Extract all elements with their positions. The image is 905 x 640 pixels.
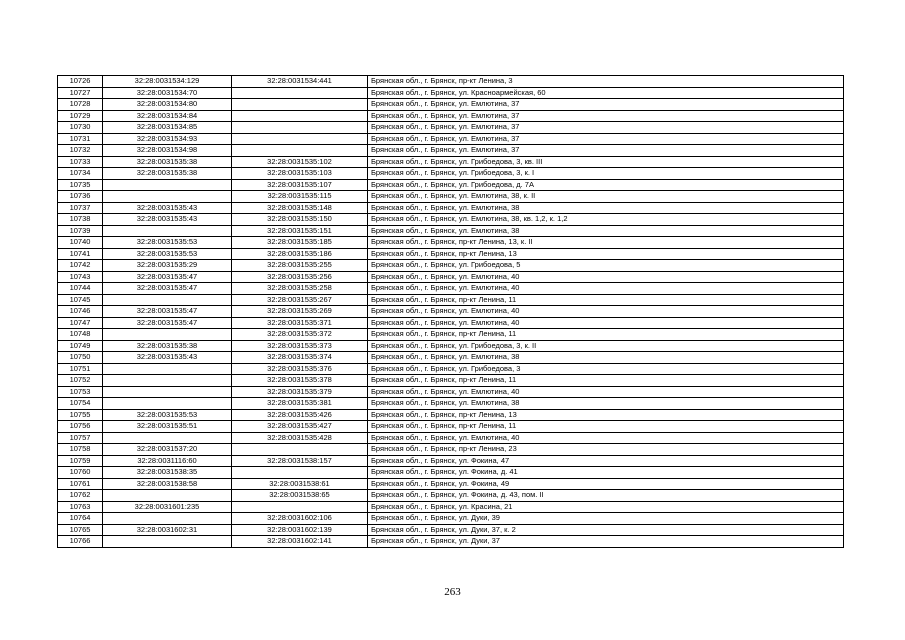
address-cell: Брянская обл., г. Брянск, ул. Грибоедова, 3, кв. III <box>368 156 844 168</box>
land-plot-number-cell <box>103 536 232 548</box>
building-number-cell <box>232 467 368 479</box>
row-number-cell: 10745 <box>58 294 103 306</box>
land-plot-number-cell <box>103 225 232 237</box>
land-plot-number-cell: 32:28:0031537:20 <box>103 444 232 456</box>
row-number-cell: 10744 <box>58 283 103 295</box>
building-number-cell: 32:28:0031538:61 <box>232 478 368 490</box>
address-cell: Брянская обл., г. Брянск, ул. Емлютина, 40 <box>368 386 844 398</box>
address-cell: Брянская обл., г. Брянск, ул. Емлютина, 37 <box>368 99 844 111</box>
land-plot-number-cell: 32:28:0031535:38 <box>103 340 232 352</box>
row-number-cell: 10758 <box>58 444 103 456</box>
address-cell: Брянская обл., г. Брянск, ул. Емлютина, 37 <box>368 122 844 134</box>
land-plot-number-cell: 32:28:0031601:235 <box>103 501 232 513</box>
address-cell: Брянская обл., г. Брянск, ул. Емлютина, 40 <box>368 306 844 318</box>
table-row <box>58 444 844 456</box>
address-cell: Брянская обл., г. Брянск, ул. Фокина, 49 <box>368 478 844 490</box>
building-number-cell: 32:28:0031535:103 <box>232 168 368 180</box>
building-number-cell <box>232 133 368 145</box>
row-number-cell: 10753 <box>58 386 103 398</box>
building-number-cell: 32:28:0031535:426 <box>232 409 368 421</box>
row-number-cell: 10734 <box>58 168 103 180</box>
land-plot-number-cell <box>103 294 232 306</box>
land-plot-number-cell <box>103 432 232 444</box>
land-plot-number-cell: 32:28:0031538:58 <box>103 478 232 490</box>
address-cell: Брянская обл., г. Брянск, ул. Грибоедова, 5 <box>368 260 844 272</box>
address-cell: Брянская обл., г. Брянск, ул. Емлютина, 37 <box>368 110 844 122</box>
building-number-cell: 32:28:0031602:139 <box>232 524 368 536</box>
building-number-cell: 32:28:0031534:441 <box>232 76 368 88</box>
building-number-cell: 32:28:0031535:185 <box>232 237 368 249</box>
address-cell: Брянская обл., г. Брянск, ул. Дуки, 37 <box>368 536 844 548</box>
table-row <box>58 191 844 203</box>
building-number-cell: 32:28:0031535:372 <box>232 329 368 341</box>
table-row <box>58 340 844 352</box>
table-row <box>58 455 844 467</box>
row-number-cell: 10766 <box>58 536 103 548</box>
row-number-cell: 10733 <box>58 156 103 168</box>
address-cell: Брянская обл., г. Брянск, ул. Емлютина, 38 <box>368 202 844 214</box>
building-number-cell: 32:28:0031535:258 <box>232 283 368 295</box>
row-number-cell: 10735 <box>58 179 103 191</box>
land-plot-number-cell: 32:28:0031534:80 <box>103 99 232 111</box>
building-number-cell: 32:28:0031535:102 <box>232 156 368 168</box>
row-number-cell: 10755 <box>58 409 103 421</box>
building-number-cell: 32:28:0031535:148 <box>232 202 368 214</box>
land-plot-number-cell: 32:28:0031535:43 <box>103 214 232 226</box>
address-cell: Брянская обл., г. Брянск, ул. Дуки, 39 <box>368 513 844 525</box>
address-cell: Брянская обл., г. Брянск, пр-кт Ленина, 11 <box>368 421 844 433</box>
address-cell: Брянская обл., г. Брянск, ул. Емлютина, 38 <box>368 225 844 237</box>
address-cell: Брянская обл., г. Брянск, ул. Грибоедова, 3, к. II <box>368 340 844 352</box>
table-row <box>58 271 844 283</box>
table-row <box>58 536 844 548</box>
address-cell: Брянская обл., г. Брянск, пр-кт Ленина, 11 <box>368 329 844 341</box>
address-cell: Брянская обл., г. Брянск, ул. Дуки, 37, к. 2 <box>368 524 844 536</box>
land-plot-number-cell <box>103 513 232 525</box>
address-cell: Брянская обл., г. Брянск, ул. Красина, 21 <box>368 501 844 513</box>
table-row <box>58 122 844 134</box>
row-number-cell: 10764 <box>58 513 103 525</box>
table-row <box>58 478 844 490</box>
land-plot-number-cell: 32:28:0031534:129 <box>103 76 232 88</box>
row-number-cell: 10762 <box>58 490 103 502</box>
address-cell: Брянская обл., г. Брянск, ул. Емлютина, 40 <box>368 283 844 295</box>
table-row <box>58 490 844 502</box>
building-number-cell: 32:28:0031535:374 <box>232 352 368 364</box>
table-row <box>58 294 844 306</box>
row-number-cell: 10729 <box>58 110 103 122</box>
address-cell: Брянская обл., г. Брянск, пр-кт Ленина, 11 <box>368 375 844 387</box>
table-row <box>58 110 844 122</box>
land-plot-number-cell: 32:28:0031535:47 <box>103 271 232 283</box>
address-cell: Брянская обл., г. Брянск, ул. Фокина, д. 41 <box>368 467 844 479</box>
land-plot-number-cell: 32:28:0031535:47 <box>103 283 232 295</box>
row-number-cell: 10726 <box>58 76 103 88</box>
table-row <box>58 214 844 226</box>
building-number-cell: 32:28:0031535:371 <box>232 317 368 329</box>
table-row <box>58 352 844 364</box>
table-row <box>58 202 844 214</box>
table-row <box>58 375 844 387</box>
table-row <box>58 225 844 237</box>
land-plot-number-cell: 32:28:0031534:85 <box>103 122 232 134</box>
building-number-cell: 32:28:0031535:151 <box>232 225 368 237</box>
building-number-cell: 32:28:0031535:267 <box>232 294 368 306</box>
table-row <box>58 432 844 444</box>
building-number-cell: 32:28:0031535:379 <box>232 386 368 398</box>
land-plot-number-cell <box>103 375 232 387</box>
address-cell: Брянская обл., г. Брянск, ул. Фокина, 47 <box>368 455 844 467</box>
address-cell: Брянская обл., г. Брянск, ул. Емлютина, 38, кв. 1,2, к. 1,2 <box>368 214 844 226</box>
building-number-cell: 32:28:0031535:381 <box>232 398 368 410</box>
land-plot-number-cell: 32:28:0031534:98 <box>103 145 232 157</box>
land-plot-number-cell: 32:28:0031538:35 <box>103 467 232 479</box>
row-number-cell: 10761 <box>58 478 103 490</box>
land-plot-number-cell: 32:28:0031535:38 <box>103 168 232 180</box>
land-plot-number-cell <box>103 179 232 191</box>
land-plot-number-cell: 32:28:0031535:29 <box>103 260 232 272</box>
building-number-cell: 32:28:0031535:107 <box>232 179 368 191</box>
building-number-cell: 32:28:0031535:269 <box>232 306 368 318</box>
address-cell: Брянская обл., г. Брянск, ул. Емлютина, 40 <box>368 432 844 444</box>
building-number-cell: 32:28:0031602:141 <box>232 536 368 548</box>
land-plot-number-cell: 32:28:0031535:43 <box>103 202 232 214</box>
row-number-cell: 10752 <box>58 375 103 387</box>
land-plot-number-cell: 32:28:0031535:53 <box>103 237 232 249</box>
row-number-cell: 10754 <box>58 398 103 410</box>
land-plot-number-cell: 32:28:0031535:47 <box>103 317 232 329</box>
land-plot-number-cell <box>103 386 232 398</box>
table-row <box>58 145 844 157</box>
land-plot-number-cell: 32:28:0031535:38 <box>103 156 232 168</box>
land-plot-number-cell <box>103 363 232 375</box>
row-number-cell: 10763 <box>58 501 103 513</box>
land-plot-number-cell: 32:28:0031535:53 <box>103 248 232 260</box>
building-number-cell <box>232 99 368 111</box>
row-number-cell: 10759 <box>58 455 103 467</box>
building-number-cell <box>232 145 368 157</box>
table-row <box>58 156 844 168</box>
building-number-cell: 32:28:0031538:65 <box>232 490 368 502</box>
row-number-cell: 10727 <box>58 87 103 99</box>
table-row <box>58 409 844 421</box>
building-number-cell <box>232 444 368 456</box>
address-cell: Брянская обл., г. Брянск, ул. Емлютина, 40 <box>368 271 844 283</box>
row-number-cell: 10748 <box>58 329 103 341</box>
page-number: 263 <box>444 586 461 598</box>
table-row <box>58 168 844 180</box>
address-cell: Брянская обл., г. Брянск, ул. Емлютина, 37 <box>368 145 844 157</box>
building-number-cell <box>232 87 368 99</box>
row-number-cell: 10746 <box>58 306 103 318</box>
building-number-cell <box>232 122 368 134</box>
row-number-cell: 10738 <box>58 214 103 226</box>
table-row <box>58 386 844 398</box>
building-number-cell: 32:28:0031602:106 <box>232 513 368 525</box>
land-plot-number-cell <box>103 398 232 410</box>
address-cell: Брянская обл., г. Брянск, ул. Емлютина, 38, к. II <box>368 191 844 203</box>
row-number-cell: 10747 <box>58 317 103 329</box>
table-row <box>58 398 844 410</box>
row-number-cell: 10740 <box>58 237 103 249</box>
table-body <box>58 76 844 548</box>
address-cell: Брянская обл., г. Брянск, ул. Грибоедова, 3, к. I <box>368 168 844 180</box>
building-number-cell: 32:28:0031535:186 <box>232 248 368 260</box>
land-plot-number-cell: 32:28:0031535:51 <box>103 421 232 433</box>
row-number-cell: 10730 <box>58 122 103 134</box>
row-number-cell: 10765 <box>58 524 103 536</box>
address-cell: Брянская обл., г. Брянск, ул. Емлютина, 40 <box>368 317 844 329</box>
table-row <box>58 524 844 536</box>
address-cell: Брянская обл., г. Брянск, пр-кт Ленина, 23 <box>368 444 844 456</box>
building-number-cell: 32:28:0031535:427 <box>232 421 368 433</box>
land-plot-number-cell: 32:28:0031534:70 <box>103 87 232 99</box>
building-number-cell: 32:28:0031535:428 <box>232 432 368 444</box>
row-number-cell: 10742 <box>58 260 103 272</box>
table-row <box>58 260 844 272</box>
land-plot-number-cell: 32:28:0031534:84 <box>103 110 232 122</box>
address-cell: Брянская обл., г. Брянск, ул. Красноармейская, 60 <box>368 87 844 99</box>
land-plot-number-cell: 32:28:0031535:47 <box>103 306 232 318</box>
building-number-cell: 32:28:0031535:378 <box>232 375 368 387</box>
land-plot-number-cell <box>103 490 232 502</box>
address-cell: Брянская обл., г. Брянск, пр-кт Ленина, 13 <box>368 248 844 260</box>
table-row <box>58 237 844 249</box>
table-row <box>58 76 844 88</box>
land-plot-number-cell: 32:28:0031535:53 <box>103 409 232 421</box>
row-number-cell: 10743 <box>58 271 103 283</box>
address-cell: Брянская обл., г. Брянск, ул. Емлютина, 38 <box>368 352 844 364</box>
address-cell: Брянская обл., г. Брянск, пр-кт Ленина, 11 <box>368 294 844 306</box>
land-plot-number-cell: 32:28:0031602:31 <box>103 524 232 536</box>
table-row <box>58 87 844 99</box>
building-number-cell: 32:28:0031535:376 <box>232 363 368 375</box>
address-cell: Брянская обл., г. Брянск, ул. Емлютина, 38 <box>368 398 844 410</box>
row-number-cell: 10756 <box>58 421 103 433</box>
building-number-cell: 32:28:0031538:157 <box>232 455 368 467</box>
table-row <box>58 421 844 433</box>
building-number-cell: 32:28:0031535:373 <box>232 340 368 352</box>
land-plot-number-cell: 32:28:0031116:60 <box>103 455 232 467</box>
table-row <box>58 179 844 191</box>
building-number-cell <box>232 501 368 513</box>
row-number-cell: 10757 <box>58 432 103 444</box>
land-plot-number-cell: 32:28:0031535:43 <box>103 352 232 364</box>
table-row <box>58 363 844 375</box>
building-number-cell: 32:28:0031535:150 <box>232 214 368 226</box>
row-number-cell: 10737 <box>58 202 103 214</box>
building-number-cell: 32:28:0031535:115 <box>232 191 368 203</box>
table-row <box>58 317 844 329</box>
table-row <box>58 501 844 513</box>
table-row <box>58 329 844 341</box>
address-cell: Брянская обл., г. Брянск, ул. Грибоедова, 3 <box>368 363 844 375</box>
table-row <box>58 467 844 479</box>
table-row <box>58 513 844 525</box>
address-cell: Брянская обл., г. Брянск, пр-кт Ленина, 3 <box>368 76 844 88</box>
building-number-cell <box>232 110 368 122</box>
row-number-cell: 10728 <box>58 99 103 111</box>
row-number-cell: 10732 <box>58 145 103 157</box>
address-cell: Брянская обл., г. Брянск, пр-кт Ленина, 13 <box>368 409 844 421</box>
building-number-cell: 32:28:0031535:255 <box>232 260 368 272</box>
address-cell: Брянская обл., г. Брянск, ул. Емлютина, 37 <box>368 133 844 145</box>
address-cell: Брянская обл., г. Брянск, ул. Грибоедова, д. 7А <box>368 179 844 191</box>
row-number-cell: 10741 <box>58 248 103 260</box>
cadastral-table <box>57 75 844 548</box>
row-number-cell: 10736 <box>58 191 103 203</box>
land-plot-number-cell <box>103 329 232 341</box>
row-number-cell: 10760 <box>58 467 103 479</box>
row-number-cell: 10749 <box>58 340 103 352</box>
building-number-cell: 32:28:0031535:256 <box>232 271 368 283</box>
row-number-cell: 10739 <box>58 225 103 237</box>
row-number-cell: 10751 <box>58 363 103 375</box>
table-row <box>58 133 844 145</box>
table-row <box>58 306 844 318</box>
table-row <box>58 99 844 111</box>
table-row <box>58 248 844 260</box>
address-cell: Брянская обл., г. Брянск, пр-кт Ленина, 13, к. II <box>368 237 844 249</box>
row-number-cell: 10750 <box>58 352 103 364</box>
address-cell: Брянская обл., г. Брянск, ул. Фокина, д. 43, пом. II <box>368 490 844 502</box>
land-plot-number-cell: 32:28:0031534:93 <box>103 133 232 145</box>
land-plot-number-cell <box>103 191 232 203</box>
table-row <box>58 283 844 295</box>
row-number-cell: 10731 <box>58 133 103 145</box>
